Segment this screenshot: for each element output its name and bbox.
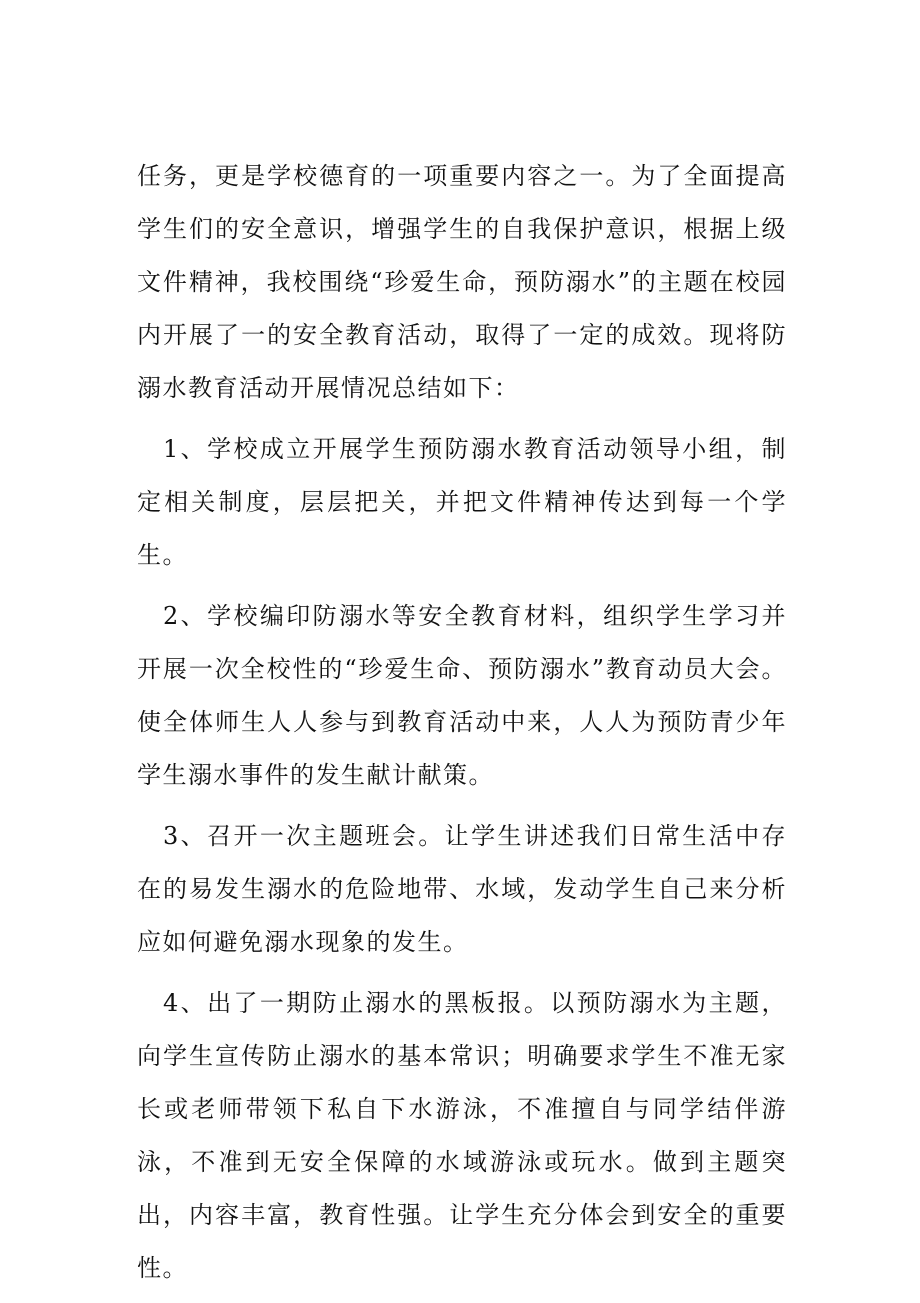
paragraph-item-4: 4、出了一期防止溺水的黑板报。以预防溺水为主题，向学生宣传防止溺水的基本常识；明确要求学生不准无家长或老师带领下私自下水游泳，不准擅自与同学结伴游泳，不准到无安全保障的水域游泳或玩水。做到主题突出，内容丰富，教育性强。让学生充分体会到安全的重要性。 xyxy=(137,989,787,1282)
paragraph-item-3: 3、召开一次主题班会。让学生讲述我们日常生活中存在的易发生溺水的危险地带、水域，发动学生自己来分析应如何避免溺水现象的发生。 xyxy=(137,822,787,956)
paragraph-item-2: 2、学校编印防溺水等安全教育材料，组织学生学习并开展一次全校性的“珍爱生命、预防溺水”教育动员大会。使全体师生人人参与到教育活动中来，人人为预防青少年学生溺水事件的发生献计献策。 xyxy=(137,602,787,789)
paragraph-intro: 任务，更是学校德育的一项重要内容之一。为了全面提高学生们的安全意识，增强学生的自我保护意识，根据上级文件精神，我校围绕“珍爱生命，预防溺水”的主题在校园内开展了一的安全教育活动，取得了一定的成效。现将防溺水教育活动开展情况总结如下： xyxy=(137,162,787,402)
paragraph-item-1: 1、学校成立开展学生预防溺水教育活动领导小组，制定相关制度，层层把关，并把文件精神传达到每一个学生。 xyxy=(137,435,787,569)
document-body xyxy=(137,150,787,1303)
